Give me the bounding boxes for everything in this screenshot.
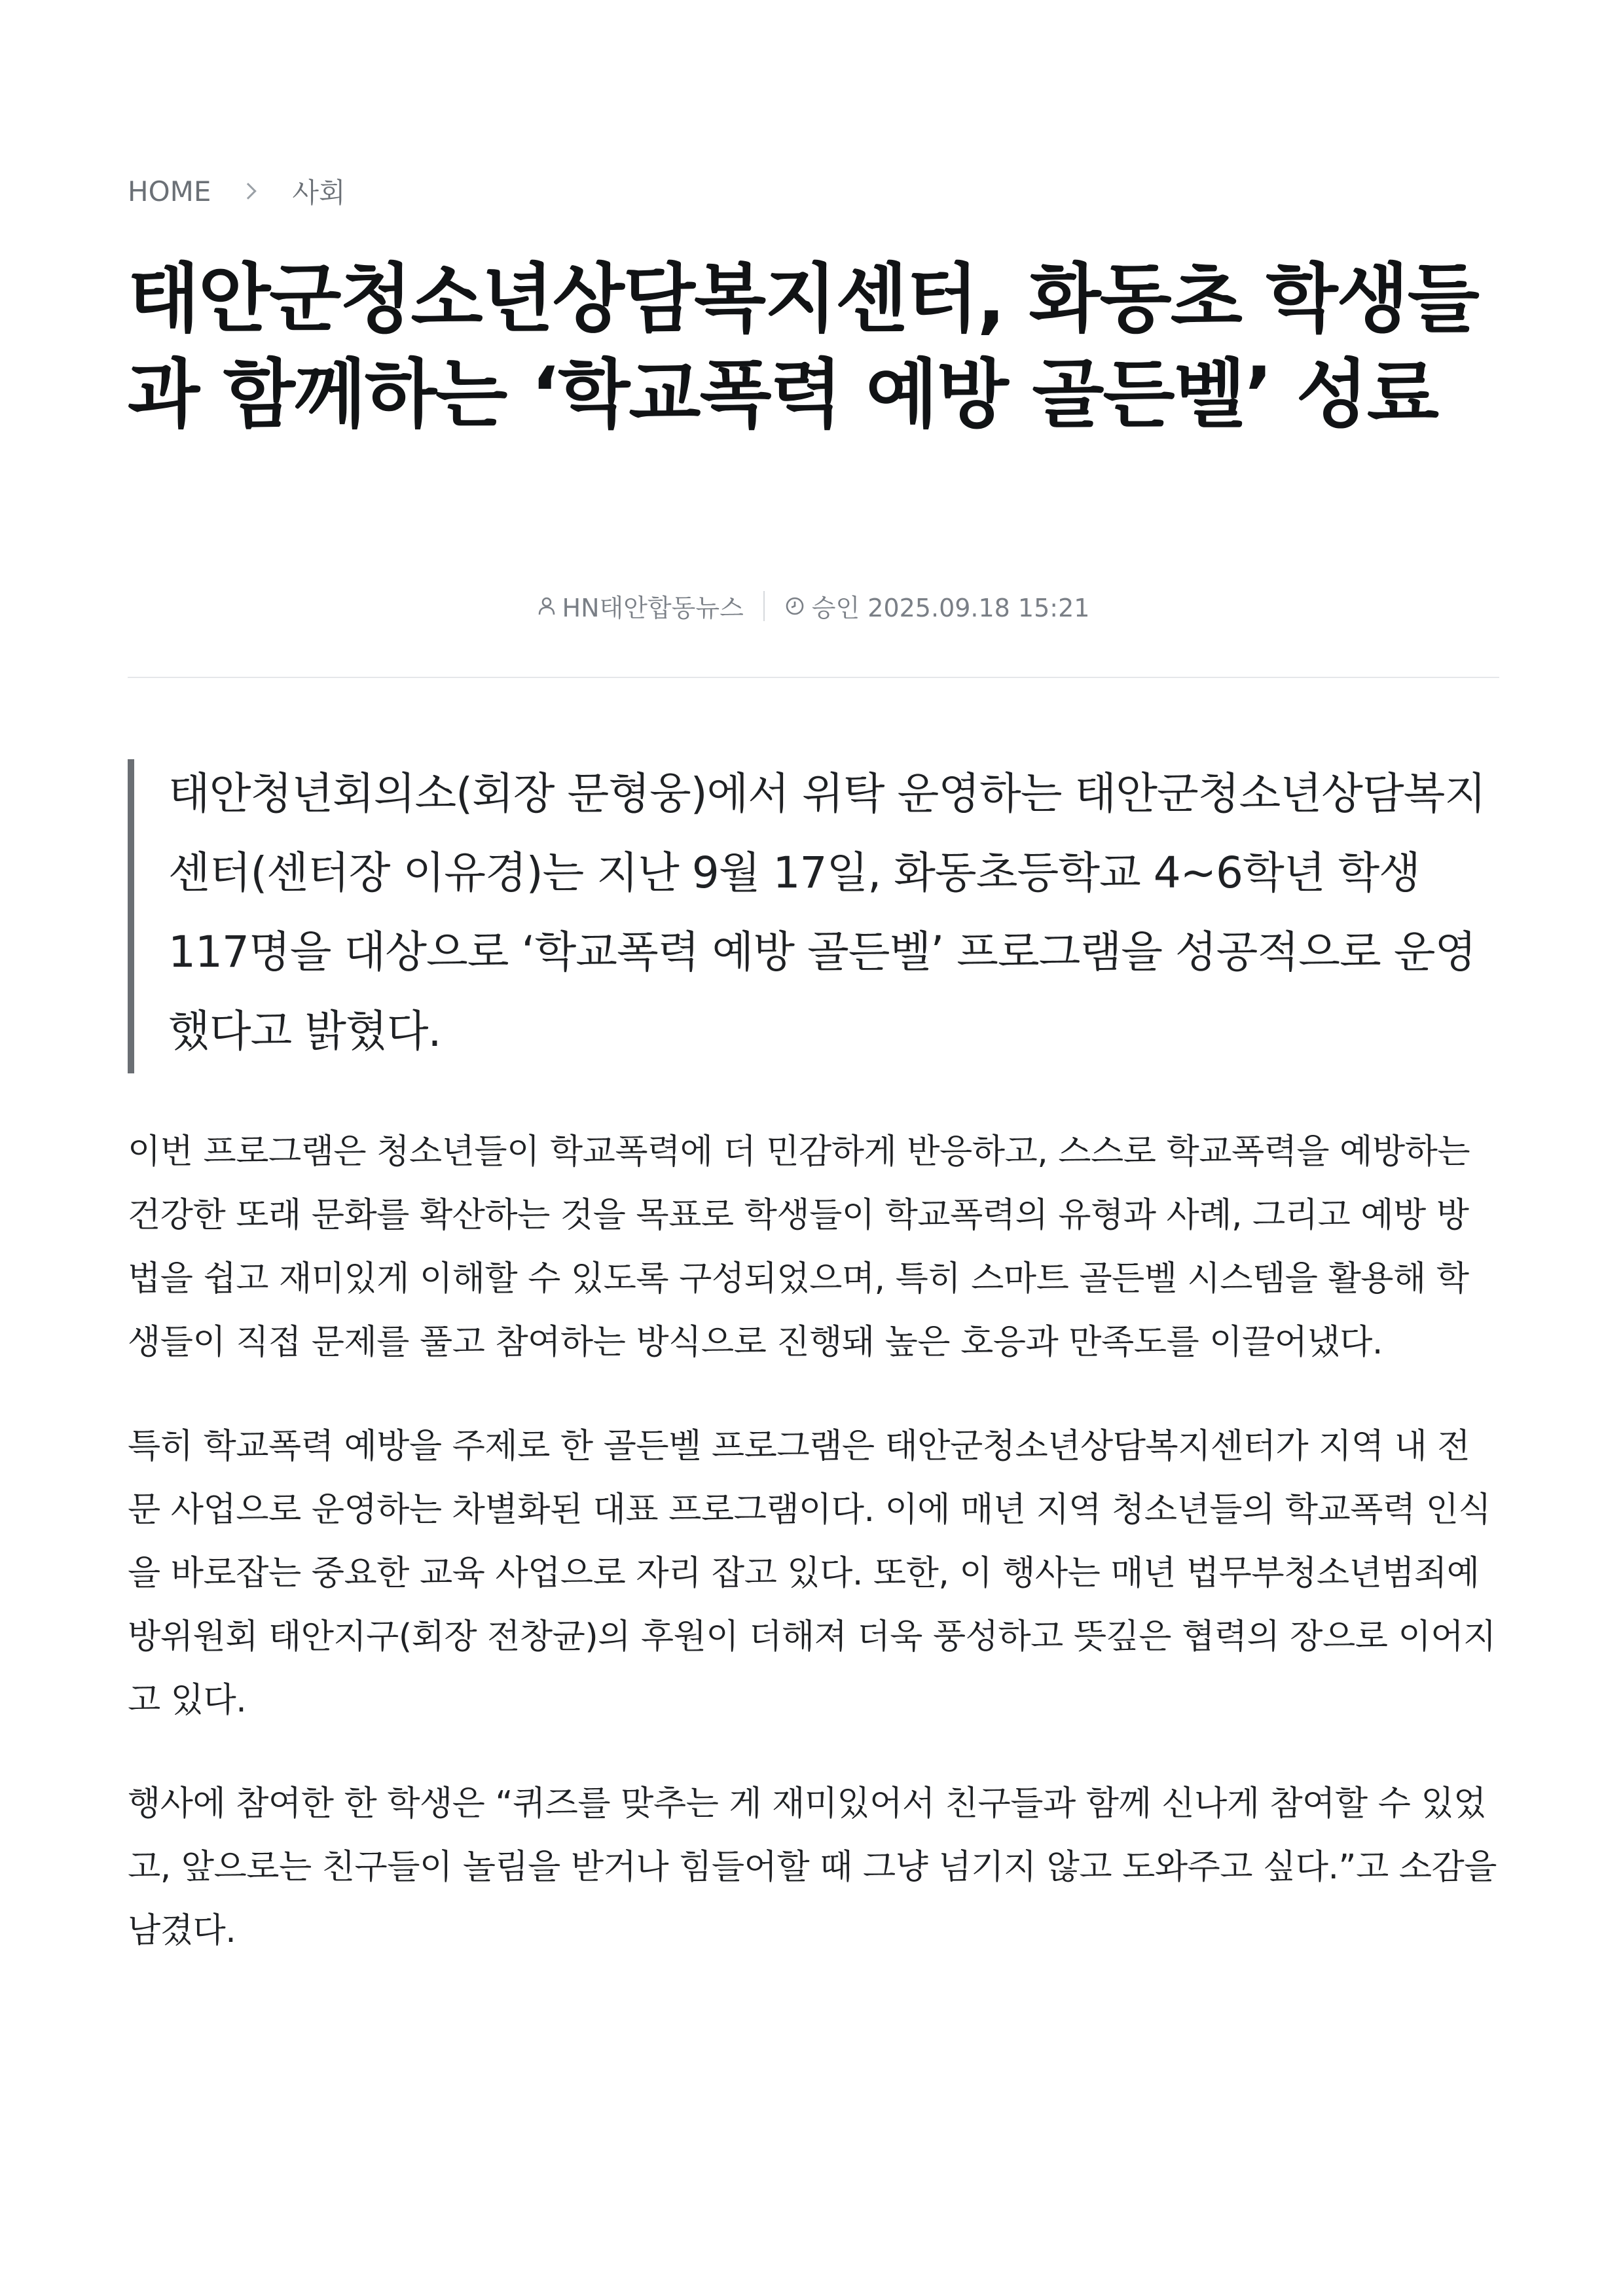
article-title: 태안군청소년상담복지센터, 화동초 학생들과 함께하는 ‘학교폭력 예방 골든벨’ 성료 bbox=[128, 255, 1478, 438]
breadcrumb-home-link[interactable]: HOME bbox=[128, 175, 211, 207]
author-name[interactable]: HN태안합동뉴스 bbox=[562, 594, 744, 622]
author-info bbox=[538, 588, 744, 624]
article-meta bbox=[128, 588, 1499, 624]
lead-text: 태안청년회의소(회장 문형웅)에서 위탁 운영하는 태안군청소년상담복지센터(센터장 이유경)는 지난 9월 17일, 화동초등학교 4~6학년 학생 117명을 대상으로 ‘학교폭력 예방 골든벨’ 프로그램을 성공적으로 운영했다고 밝혔다. bbox=[168, 768, 1486, 1056]
article-lead-quote bbox=[128, 759, 1499, 1073]
publish-date: 승인 2025.09.18 15:21 bbox=[811, 594, 1090, 622]
person-icon bbox=[538, 596, 556, 616]
breadcrumb-section-link[interactable]: 사회 bbox=[292, 177, 346, 209]
breadcrumb bbox=[128, 171, 346, 211]
clock-icon bbox=[784, 596, 805, 617]
article-paragraph: 특히 학교폭력 예방을 주제로 한 골든벨 프로그램은 태안군청소년상담복지센터가 지역 내 전문 사업으로 운영하는 차별화된 대표 프로그램이다. 이에 매년 지역 청소년들의 학교폭력 인식을 바로잡는 중요한 교육 사업으로 자리 잡고 있다. 또한, 이 행사는 매년 법무부청소년범죄예방위원회 태안지구(회장 전창균)의 후원이 더해져 더욱 풍성하고 뜻깊은 협력의 장으로 이어지고 있다. bbox=[128, 1427, 1496, 1720]
chevron-right-icon bbox=[240, 183, 257, 199]
article-paragraph: 행사에 참여한 한 학생은 “퀴즈를 맞추는 게 재미있어서 친구들과 함께 신나게 참여할 수 있었고, 앞으로는 친구들이 놀림을 받거나 힘들어할 때 그냥 넘기지 않고 도와주고 싶다.”고 소감을 남겼다. bbox=[128, 1784, 1497, 1950]
article-paragraph: 이번 프로그램은 청소년들이 학교폭력에 더 민감하게 반응하고, 스스로 학교폭력을 예방하는 건강한 또래 문화를 확산하는 것을 목표로 학생들이 학교폭력의 유형과 사례, 그리고 예방 방법을 쉽고 재미있게 이해할 수 있도록 구성되었으며, 특히 스마트 골든벨 시스템을 활용해 학생들이 직접 문제를 풀고 참여하는 방식으로 진행돼 높은 호응과 만족도를 이끌어냈다. bbox=[128, 1132, 1470, 1362]
meta-divider bbox=[763, 591, 765, 621]
header-divider bbox=[128, 677, 1499, 678]
publish-info bbox=[784, 588, 1090, 624]
